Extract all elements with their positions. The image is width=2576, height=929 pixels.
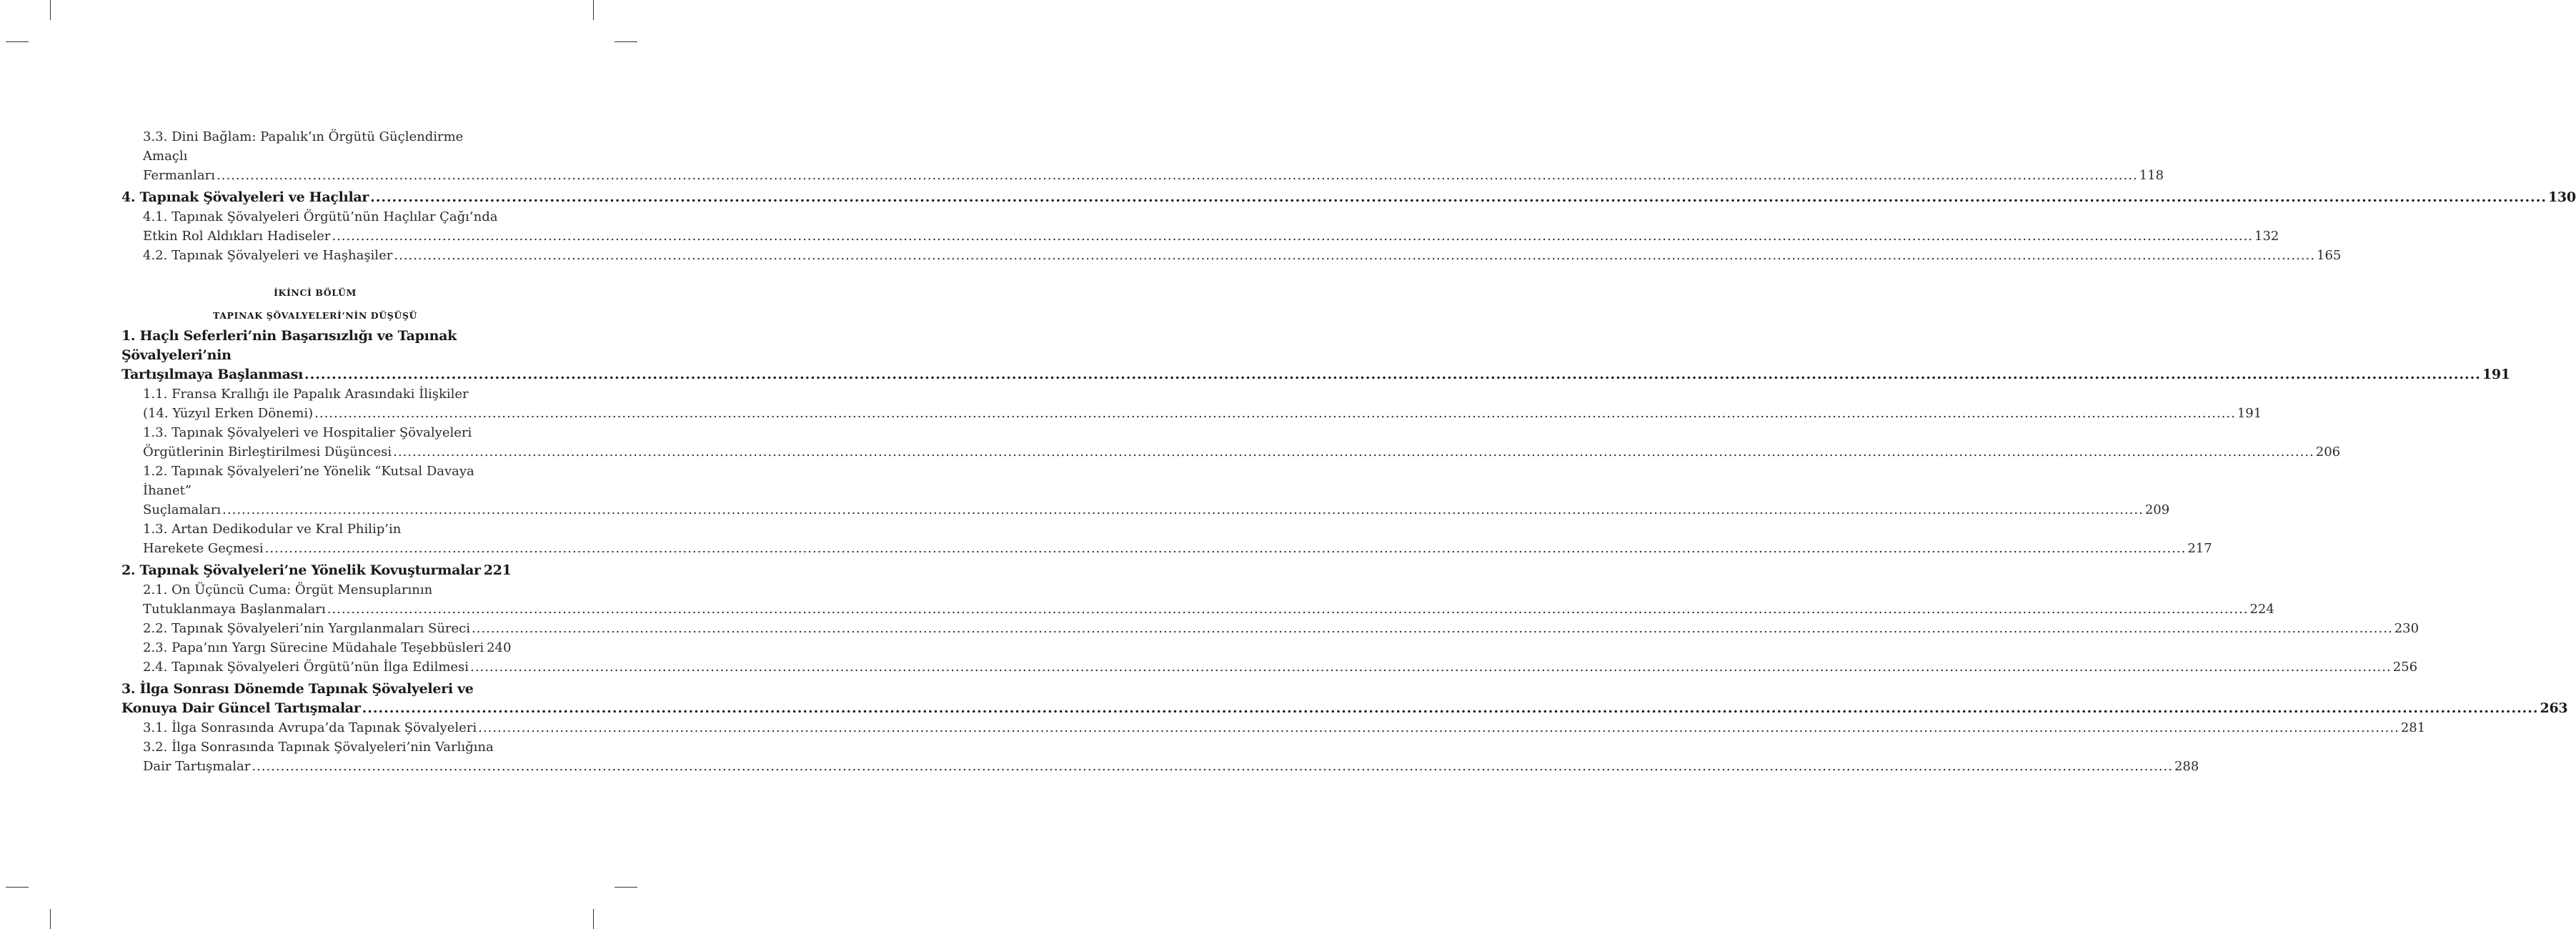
toc-entry-title: Etkin Rol Aldıkları Hadiseler (143, 229, 331, 244)
dot-leader: ................................................................................................................................................................................................................................................................................................................................................................................................................ (252, 759, 2173, 774)
toc-section-entry (121, 462, 2170, 520)
toc-entry-title: Tartışılmaya Başlanması (121, 367, 303, 382)
dot-leader: ................................................................................................................................................................................................................................................................................................................................................................................................................ (370, 189, 2547, 205)
page-number: 206 (2315, 444, 2341, 459)
toc-section-entry (121, 638, 512, 657)
crop-mark-left-top (6, 41, 29, 42)
page-number: 256 (2392, 660, 2418, 675)
dot-leader: ................................................................................................................................................................................................................................................................................................................................................................................................................ (394, 248, 2315, 263)
crop-mark-top-right (593, 0, 594, 20)
page-number: 224 (2249, 602, 2274, 617)
toc-section-entry (121, 580, 2274, 619)
toc-entry-title-line: 1.3. Artan Dedikodular ve Kral Philip’in (143, 522, 402, 537)
toc-entry-title: Tutuklanmaya Başlanmaları (143, 602, 326, 617)
dot-leader: ................................................................................................................................................................................................................................................................................................................................................................................................................ (314, 406, 2236, 421)
part-heading: İKİNCİ BÖLÜM (274, 287, 357, 298)
page-number: 221 (483, 562, 512, 578)
toc-entry-title-line: 1.1. Fransa Krallığı ile Papalık Arasındaki İlişkiler (143, 387, 469, 402)
dot-leader: ................................................................................................................................................................................................................................................................................................................................................................................................................ (393, 444, 2314, 459)
dot-leader: ................................................................................................................................................................................................................................................................................................................................................................................................................ (222, 502, 2144, 517)
crop-mark-right-bottom (615, 887, 637, 888)
toc-chapter-entry (121, 561, 512, 580)
toc-entry-title: 2.4. Tapınak Şövalyeleri Örgütü’nün İlga Edilmesi (143, 660, 469, 675)
dot-leader: ................................................................................................................................................................................................................................................................................................................................................................................................................ (470, 660, 2392, 675)
toc-entry-title-line: 3.2. İlga Sonrasında Tapınak Şövalyeleri’nin Varlığına (143, 740, 494, 755)
toc-section-entry (121, 127, 2164, 185)
toc-section-entry (121, 246, 2342, 265)
toc-entry-title: 3.1. İlga Sonrasında Avrupa’da Tapınak Şövalyeleri (143, 720, 477, 735)
dot-leader: ................................................................................................................................................................................................................................................................................................................................................................................................................ (332, 229, 2254, 244)
dot-leader: ................................................................................................................................................................................................................................................................................................................................................................................................................ (362, 700, 2539, 716)
toc-entry-title: 2.3. Papa’nın Yargı Sürecine Müdahale Teşebbüsleri (143, 640, 484, 655)
part-subheading: TAPINAK ŞÖVALYELERİ’NİN DÜŞÜŞÜ (212, 310, 418, 321)
dot-leader: ................................................................................................................................................................................................................................................................................................................................................................................................................ (327, 602, 2249, 617)
toc-entry-title: (14. Yüzyıl Erken Dönemi) (143, 406, 314, 421)
page-number: 281 (2400, 720, 2426, 735)
dot-leader: ................................................................................................................................................................................................................................................................................................................................................................................................................ (304, 367, 2481, 382)
crop-mark-right-top (615, 41, 637, 42)
dot-leader: ................................................................................................................................................................................................................................................................................................................................................................................................................ (264, 541, 2187, 556)
toc-section-entry (121, 207, 2279, 246)
toc-entry-title: Fermanları (143, 168, 216, 183)
crop-mark-bottom-right (593, 909, 594, 929)
toc-entry-title: Suçlamaları (143, 502, 222, 517)
toc-section-entry (121, 718, 2426, 737)
page-number: 217 (2187, 541, 2212, 556)
page-number: 288 (2174, 759, 2199, 774)
toc-entry-title-line: 1.2. Tapınak Şövalyeleri’ne Yönelik “Kutsal Davaya İhanet” (143, 464, 474, 498)
toc-section-entry (121, 520, 2212, 558)
dot-leader: ................................................................................................................................................................................................................................................................................................................................................................................................................ (217, 168, 2138, 183)
toc-entry-title-line: 3. İlga Sonrası Dönemde Tapınak Şövalyeleri ve (121, 681, 474, 697)
toc-entry-title: Örgütlerinin Birleştirilmesi Düşüncesi (143, 444, 392, 459)
dot-leader: ................................................................................................................................................................................................................................................................................................................................................................................................................ (478, 720, 2400, 735)
crop-mark-left-bottom (6, 887, 29, 888)
crop-mark-top-left (50, 0, 51, 20)
page-number: 209 (2144, 502, 2170, 517)
toc-part-two (121, 327, 2568, 776)
toc-entry-title: Harekete Geçmesi (143, 541, 264, 556)
page-number: 165 (2317, 248, 2342, 263)
toc-section-entry (121, 384, 2262, 423)
toc-chapter-entry (121, 327, 2510, 384)
page-number: 263 (2540, 700, 2568, 716)
page-number: 230 (2394, 621, 2420, 636)
toc-section-entry (121, 423, 2341, 462)
dot-leader: ................................................................................................................................................................................................................................................................................................................................................................................................................ (472, 621, 2393, 636)
page-number: 132 (2254, 229, 2279, 244)
page-number: 240 (487, 640, 512, 655)
page-number: 191 (2237, 406, 2262, 421)
toc-entry-title: 2. Tapınak Şövalyeleri’ne Yönelik Kovuşturmalar (121, 562, 481, 578)
toc-entry-title-line: 3.3. Dini Bağlam: Papalık’ın Örgütü Güçlendirme Amaçlı (143, 129, 464, 164)
toc-entry-title: Konuya Dair Güncel Tartışmalar (121, 700, 361, 716)
toc-chapter-entry (121, 188, 2576, 207)
toc-entry-title: Dair Tartışmalar (143, 759, 251, 774)
toc-entry-title-line: 2.1. On Üçüncü Cuma: Örgüt Mensuplarının (143, 582, 433, 597)
toc-entry-title: 4. Tapınak Şövalyeleri ve Haçlılar (121, 189, 369, 205)
table-of-contents (121, 127, 2576, 776)
toc-section-entry (121, 657, 2418, 677)
toc-entry-title: 4.2. Tapınak Şövalyeleri ve Haşhaşiler (143, 248, 393, 263)
page-number: 130 (2548, 189, 2576, 205)
crop-mark-bottom-left (50, 909, 51, 929)
toc-entry-title: 2.2. Tapınak Şövalyeleri’nin Yargılanmaları Süreci (143, 621, 471, 636)
toc-section-entry (121, 619, 2420, 638)
toc-entry-title-line: 1.3. Tapınak Şövalyeleri ve Hospitalier Şövalyeleri (143, 425, 472, 440)
toc-entry-title-line: 1. Haçlı Seferleri’nin Başarısızlığı ve Tapınak Şövalyeleri’nin (121, 328, 457, 363)
page-number: 191 (2482, 367, 2510, 382)
toc-section-entry (121, 737, 2199, 776)
toc-part-one (121, 127, 2576, 265)
toc-entry-title-line: 4.1. Tapınak Şövalyeleri Örgütü’nün Haçlılar Çağı’nda (143, 209, 498, 224)
toc-chapter-entry (121, 680, 2568, 718)
page-number: 118 (2139, 168, 2164, 183)
